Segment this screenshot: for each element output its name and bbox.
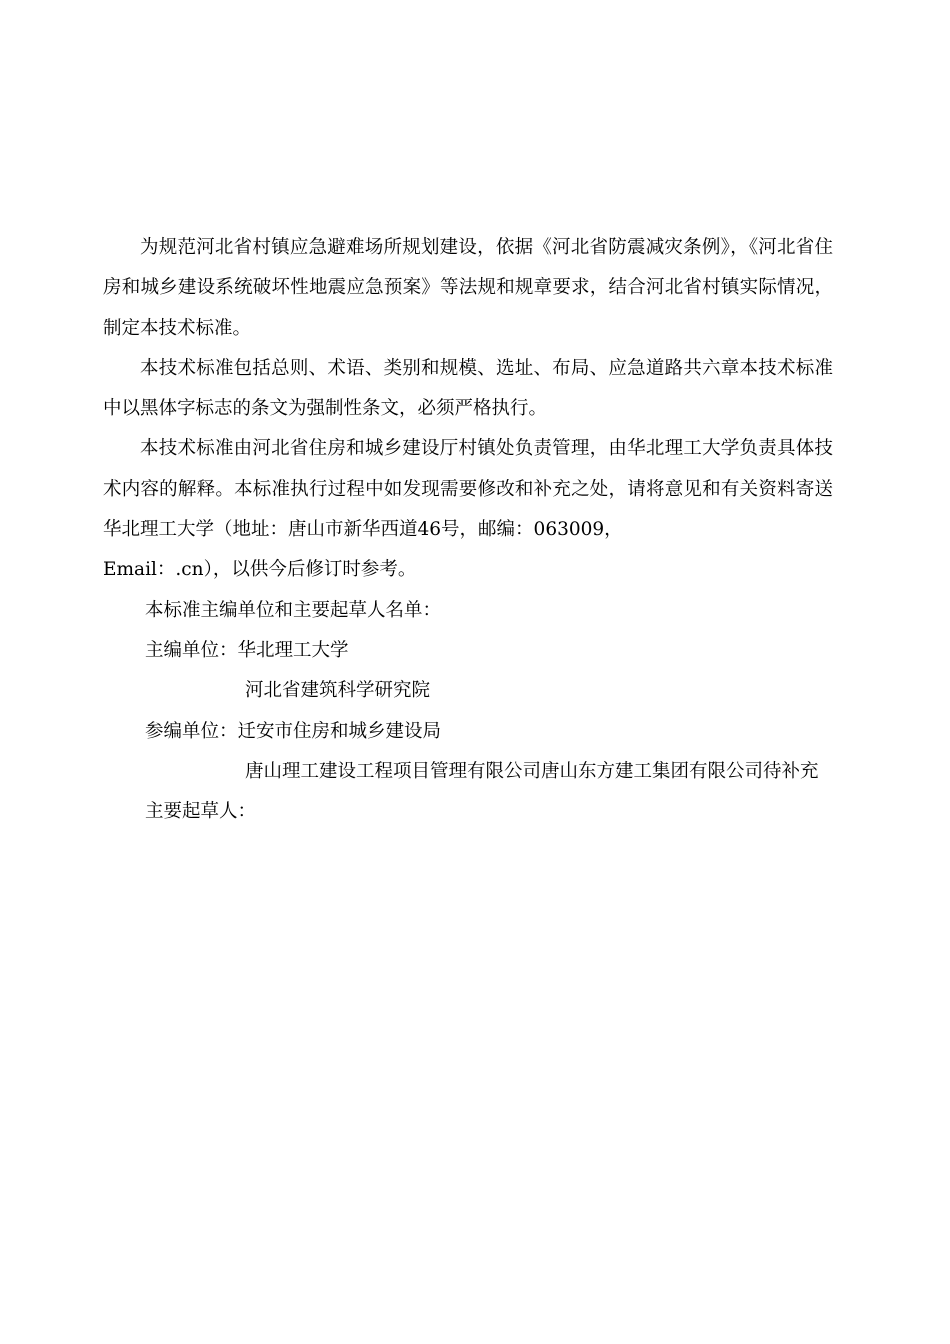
preface-paragraph-scope: 本技术标准包括总则、术语、类别和规模、选址、布局、应急道路共六章本技术标准中以黑体字标志的条文为强制性条文，必须严格执行。	[103, 357, 833, 420]
chief-editor-second: 河北省建筑科学研究院	[245, 680, 431, 702]
preface-paragraph-basis: 为规范河北省村镇应急避难场所规划建设，依据《河北省防震减灾条例》，《河北省住房和城乡建设系统破坏性地震应急预案》等法规和规章要求，结合河北省村镇实际情况，制定本技术标准。	[103, 237, 833, 339]
participating-row	[103, 712, 833, 752]
participating-second: 唐山理工建设工程项目管理有限公司唐山东方建工集团有限公司待补充	[245, 760, 819, 782]
chief-editor-first: 华北理工大学	[237, 639, 349, 661]
chief-editor-label: 主编单位：	[145, 639, 238, 661]
preface-email-line: Email：.cn），以供今后修订时参考。	[103, 559, 417, 581]
participating-label: 参编单位：	[145, 720, 238, 742]
participating-first: 迁安市住房和城乡建设局	[237, 720, 442, 742]
drafters-label: 主要起草人：	[145, 801, 257, 823]
chief-editor-row	[103, 631, 833, 671]
preface-paragraph-management: 本技术标准由河北省住房和城乡建设厅村镇处负责管理，由华北理工大学负责具体技术内容的解释。本标准执行过程中如发现需要修改和补充之处，请将意见和有关资料寄送华北理工大学（地址：唐山市新华西道46号，邮编：063009，	[103, 438, 833, 541]
units-intro: 本标准主编单位和主要起草人名单：	[145, 599, 442, 621]
document-body	[103, 228, 833, 832]
